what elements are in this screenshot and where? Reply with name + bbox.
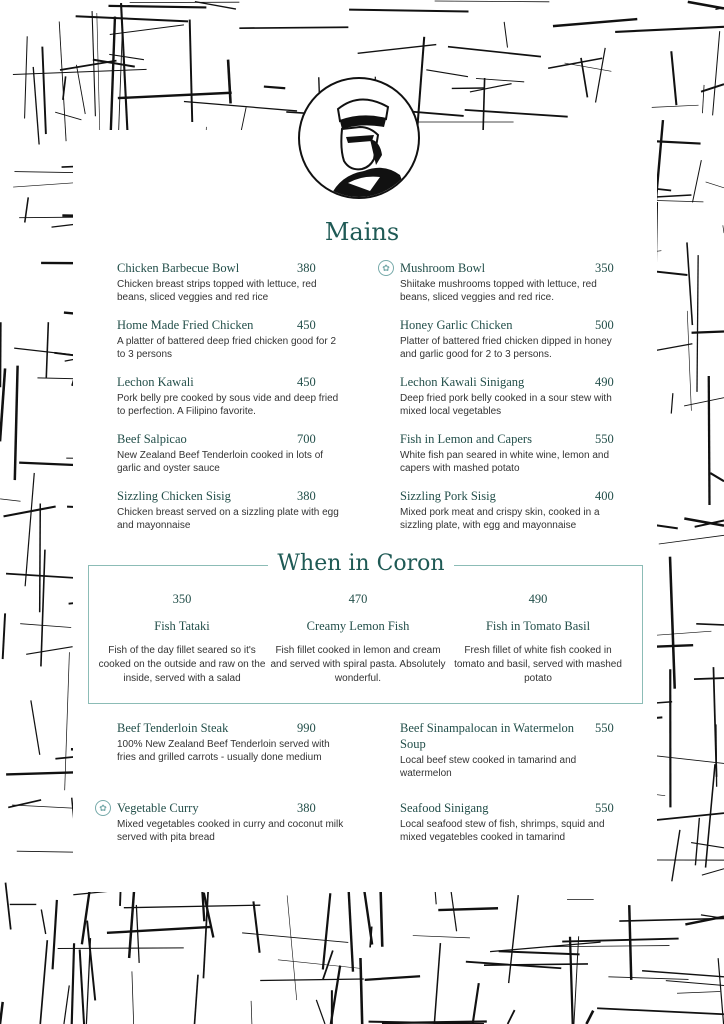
item-name: Beef Sinampalocan in Watermelon Soup <box>400 721 575 751</box>
item-name: Home Made Fried Chicken <box>117 318 254 332</box>
item-name: Sizzling Chicken Sisig <box>117 489 231 503</box>
menu-item <box>117 720 345 764</box>
item-name: Beef Tenderloin Steak <box>117 721 229 735</box>
item-name: Sizzling Pork Sisig <box>400 489 496 503</box>
menu-item <box>99 800 345 844</box>
item-name: Lechon Kawali <box>117 375 194 389</box>
item-price: 380 <box>297 801 316 815</box>
item-name: Chicken Barbecue Bowl <box>117 261 240 275</box>
menu-item <box>400 720 628 780</box>
item-price: 400 <box>595 489 614 503</box>
item-description: Fish of the day fillet seared so it's cooked on the outside and raw on the inside, served with a salad <box>98 645 266 684</box>
captain-portrait-logo <box>298 77 420 199</box>
item-price: 380 <box>297 261 316 275</box>
item-price: 350 <box>595 261 614 275</box>
item-description: Local beef stew cooked in tamarind and watermelon <box>400 755 577 779</box>
item-price: 990 <box>297 721 316 735</box>
menu-item <box>117 317 345 361</box>
item-name: Lechon Kawali Sinigang <box>400 375 525 389</box>
menu-item <box>117 488 345 532</box>
item-name: Beef Salpicao <box>117 432 187 446</box>
item-price: 450 <box>297 375 316 389</box>
item-name: Creamy Lemon Fish <box>306 619 410 633</box>
item-description: Local seafood stew of fish, shrimps, squid and mixed vegatebles cooked in tamarind <box>400 819 605 843</box>
item-description: Chicken breast served on a sizzling plate with egg and mayonnaise <box>117 507 339 531</box>
item-name: Fish Tataki <box>154 619 210 633</box>
menu-item <box>400 488 628 532</box>
item-description: Pork belly pre cooked by sous vide and deep fried to perfection. A Filipino favorite. <box>117 393 339 417</box>
item-description: Mixed pork meat and crispy skin, cooked in a sizzling plate, with egg and mayonnaise <box>400 507 600 531</box>
item-description: A platter of battered deep fried chicken good for 2 to 3 persons <box>117 336 337 360</box>
special-item <box>268 592 448 686</box>
item-description: Shiitake mushrooms topped with lettuce, red beans, sliced veggies and red rice. <box>400 279 597 303</box>
special-item <box>448 592 628 686</box>
item-name: Honey Garlic Chicken <box>400 318 513 332</box>
item-description: Chicken breast strips topped with lettuce, red beans, sliced veggies and red rice <box>117 279 317 303</box>
item-name: Fish in Tomato Basil <box>485 619 591 633</box>
item-description: 100% New Zealand Beef Tenderloin served with fries and grilled carrots - usually done medium <box>117 739 330 763</box>
menu-item <box>400 800 628 844</box>
item-price: 450 <box>297 318 316 332</box>
item-description: Deep fried pork belly cooked in a sour stew with mixed local vegetables <box>400 393 612 417</box>
menu-item <box>117 374 345 418</box>
item-price: 350 <box>172 592 192 606</box>
menu-item <box>400 431 628 475</box>
item-description: White fish pan seared in white wine, lemon and capers with mashed potato <box>400 450 610 474</box>
item-price: 490 <box>528 592 548 606</box>
item-price: 700 <box>297 432 316 446</box>
item-description: New Zealand Beef Tenderloin cooked in lots of garlic and oyster sauce <box>117 450 324 474</box>
item-price: 490 <box>595 375 614 389</box>
menu-item <box>382 260 628 304</box>
item-name: Vegetable Curry <box>117 801 199 815</box>
menu-item <box>117 431 345 475</box>
menu-item <box>117 260 345 304</box>
item-name: Seafood Sinigang <box>400 801 489 815</box>
when-in-coron-title: When in Coron <box>268 551 454 576</box>
item-description: Mixed vegetables cooked in curry and coconut milk served with pita bread <box>117 819 344 843</box>
menu-item <box>400 317 628 361</box>
item-description: Platter of battered fried chicken dipped in honey and garlic good for 2 to 3 persons. <box>400 336 612 360</box>
item-price: 500 <box>595 318 614 332</box>
special-item <box>92 592 272 686</box>
item-name: Fish in Lemon and Capers <box>400 432 532 446</box>
item-price: 550 <box>595 432 614 446</box>
mains-title: Mains <box>324 218 400 246</box>
item-price: 470 <box>348 592 368 606</box>
vegetarian-leaf-icon: ✿ <box>378 260 394 276</box>
item-price: 380 <box>297 489 316 503</box>
item-description: Fish fillet cooked in lemon and cream and served with spiral pasta. Absolutely wonderful. <box>270 645 446 684</box>
vegetarian-leaf-icon: ✿ <box>95 800 111 816</box>
menu-item <box>400 374 628 418</box>
item-description: Fresh fillet of white fish cooked in tomato and basil, served with mashed potato <box>454 645 622 684</box>
item-price: 550 <box>595 801 614 815</box>
item-price: 550 <box>595 721 614 735</box>
item-name: Mushroom Bowl <box>400 261 486 275</box>
